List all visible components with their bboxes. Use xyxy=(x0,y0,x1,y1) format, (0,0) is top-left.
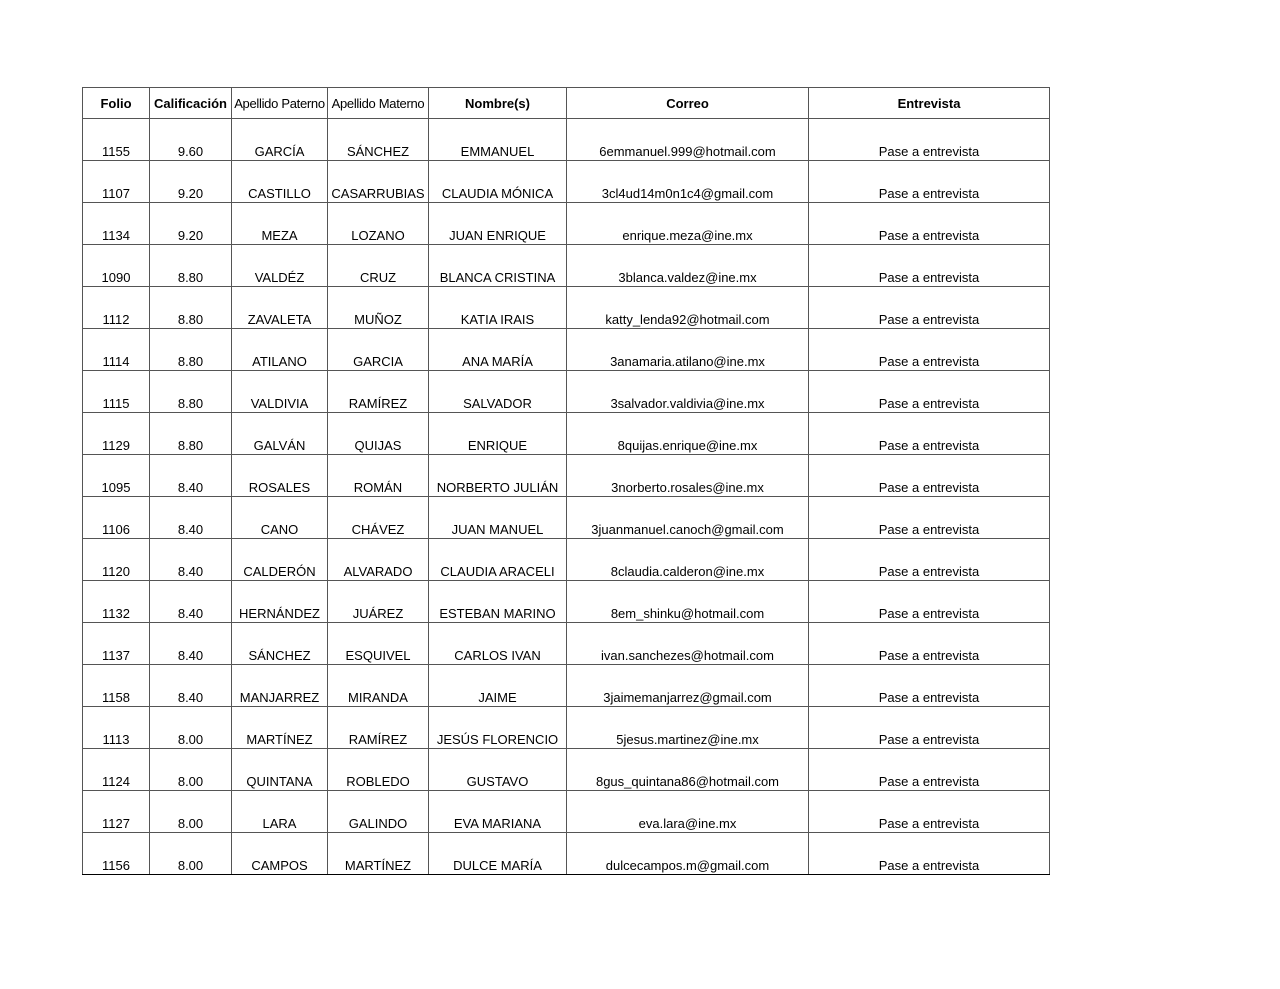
apellido-materno-cell: ROMÁN xyxy=(328,455,429,497)
calificacion-cell: 8.80 xyxy=(150,371,232,413)
calificacion-cell: 8.00 xyxy=(150,791,232,833)
header-nombres: Nombre(s) xyxy=(429,88,567,119)
table-header-row xyxy=(83,88,1050,119)
folio-cell: 1114 xyxy=(83,329,150,371)
entrevista-cell: Pase a entrevista xyxy=(809,539,1050,581)
calificacion-cell: 8.40 xyxy=(150,623,232,665)
nombre-cell: CARLOS IVAN xyxy=(429,623,567,665)
correo-cell: 5jesus.martinez@ine.mx xyxy=(567,707,809,749)
table-row xyxy=(83,707,1050,749)
apellido-materno-cell: ROBLEDO xyxy=(328,749,429,791)
table-row xyxy=(83,119,1050,161)
nombre-cell: CLAUDIA MÓNICA xyxy=(429,161,567,203)
nombre-cell: ENRIQUE xyxy=(429,413,567,455)
folio-cell: 1095 xyxy=(83,455,150,497)
table-row xyxy=(83,497,1050,539)
calificacion-cell: 8.80 xyxy=(150,287,232,329)
calificacion-cell: 8.00 xyxy=(150,707,232,749)
apellido-paterno-cell: GALVÁN xyxy=(232,413,328,455)
calificacion-cell: 8.40 xyxy=(150,455,232,497)
correo-cell: katty_lenda92@hotmail.com xyxy=(567,287,809,329)
folio-cell: 1134 xyxy=(83,203,150,245)
table-row xyxy=(83,665,1050,707)
apellido-paterno-cell: VALDIVIA xyxy=(232,371,328,413)
nombre-cell: JAIME xyxy=(429,665,567,707)
apellido-paterno-cell: MEZA xyxy=(232,203,328,245)
folio-cell: 1106 xyxy=(83,497,150,539)
apellido-paterno-cell: SÁNCHEZ xyxy=(232,623,328,665)
apellido-materno-cell: GARCIA xyxy=(328,329,429,371)
table-row xyxy=(83,203,1050,245)
apellido-paterno-cell: ROSALES xyxy=(232,455,328,497)
apellido-materno-cell: CRUZ xyxy=(328,245,429,287)
entrevista-cell: Pase a entrevista xyxy=(809,749,1050,791)
entrevista-cell: Pase a entrevista xyxy=(809,287,1050,329)
table-body xyxy=(83,119,1050,875)
apellido-materno-cell: MIRANDA xyxy=(328,665,429,707)
nombre-cell: EVA MARIANA xyxy=(429,791,567,833)
correo-cell: 3blanca.valdez@ine.mx xyxy=(567,245,809,287)
apellido-paterno-cell: MARTÍNEZ xyxy=(232,707,328,749)
apellido-paterno-cell: QUINTANA xyxy=(232,749,328,791)
apellido-paterno-cell: ZAVALETA xyxy=(232,287,328,329)
nombre-cell: SALVADOR xyxy=(429,371,567,413)
entrevista-cell: Pase a entrevista xyxy=(809,371,1050,413)
calificacion-cell: 9.20 xyxy=(150,203,232,245)
apellido-materno-cell: SÁNCHEZ xyxy=(328,119,429,161)
calificacion-cell: 8.40 xyxy=(150,665,232,707)
calificacion-cell: 9.60 xyxy=(150,119,232,161)
entrevista-cell: Pase a entrevista xyxy=(809,203,1050,245)
correo-cell: 3salvador.valdivia@ine.mx xyxy=(567,371,809,413)
folio-cell: 1132 xyxy=(83,581,150,623)
table-row xyxy=(83,581,1050,623)
apellido-paterno-cell: CALDERÓN xyxy=(232,539,328,581)
apellido-materno-cell: CASARRUBIAS xyxy=(328,161,429,203)
correo-cell: enrique.meza@ine.mx xyxy=(567,203,809,245)
calificacion-cell: 8.80 xyxy=(150,329,232,371)
folio-cell: 1124 xyxy=(83,749,150,791)
table-row xyxy=(83,539,1050,581)
apellido-materno-cell: QUIJAS xyxy=(328,413,429,455)
correo-cell: 3anamaria.atilano@ine.mx xyxy=(567,329,809,371)
table-row xyxy=(83,329,1050,371)
calificacion-cell: 8.80 xyxy=(150,245,232,287)
nombre-cell: BLANCA CRISTINA xyxy=(429,245,567,287)
apellido-materno-cell: LOZANO xyxy=(328,203,429,245)
nombre-cell: ESTEBAN MARINO xyxy=(429,581,567,623)
calificacion-cell: 8.80 xyxy=(150,413,232,455)
folio-cell: 1127 xyxy=(83,791,150,833)
entrevista-cell: Pase a entrevista xyxy=(809,665,1050,707)
correo-cell: dulcecampos.m@gmail.com xyxy=(567,833,809,875)
nombre-cell: DULCE MARÍA xyxy=(429,833,567,875)
table-row xyxy=(83,833,1050,875)
calificacion-cell: 8.00 xyxy=(150,749,232,791)
table-row xyxy=(83,749,1050,791)
apellido-paterno-cell: ATILANO xyxy=(232,329,328,371)
nombre-cell: EMMANUEL xyxy=(429,119,567,161)
entrevista-cell: Pase a entrevista xyxy=(809,119,1050,161)
folio-cell: 1155 xyxy=(83,119,150,161)
correo-cell: 3cl4ud14m0n1c4@gmail.com xyxy=(567,161,809,203)
header-entrevista: Entrevista xyxy=(809,88,1050,119)
apellido-materno-cell: RAMÍREZ xyxy=(328,707,429,749)
entrevista-cell: Pase a entrevista xyxy=(809,791,1050,833)
entrevista-cell: Pase a entrevista xyxy=(809,623,1050,665)
entrevista-cell: Pase a entrevista xyxy=(809,329,1050,371)
apellido-materno-cell: GALINDO xyxy=(328,791,429,833)
folio-cell: 1137 xyxy=(83,623,150,665)
correo-cell: 3norberto.rosales@ine.mx xyxy=(567,455,809,497)
apellido-paterno-cell: CAMPOS xyxy=(232,833,328,875)
table-row xyxy=(83,161,1050,203)
entrevista-cell: Pase a entrevista xyxy=(809,497,1050,539)
correo-cell: ivan.sanchezes@hotmail.com xyxy=(567,623,809,665)
nombre-cell: GUSTAVO xyxy=(429,749,567,791)
folio-cell: 1113 xyxy=(83,707,150,749)
apellido-paterno-cell: HERNÁNDEZ xyxy=(232,581,328,623)
correo-cell: 8gus_quintana86@hotmail.com xyxy=(567,749,809,791)
apellido-paterno-cell: GARCÍA xyxy=(232,119,328,161)
apellido-paterno-cell: LARA xyxy=(232,791,328,833)
folio-cell: 1112 xyxy=(83,287,150,329)
correo-cell: 3jaimemanjarrez@gmail.com xyxy=(567,665,809,707)
table-row xyxy=(83,245,1050,287)
entrevista-cell: Pase a entrevista xyxy=(809,455,1050,497)
entrevista-cell: Pase a entrevista xyxy=(809,161,1050,203)
nombre-cell: CLAUDIA ARACELI xyxy=(429,539,567,581)
correo-cell: eva.lara@ine.mx xyxy=(567,791,809,833)
apellido-materno-cell: JUÁREZ xyxy=(328,581,429,623)
folio-cell: 1156 xyxy=(83,833,150,875)
apellido-materno-cell: CHÁVEZ xyxy=(328,497,429,539)
apellido-paterno-cell: VALDÉZ xyxy=(232,245,328,287)
calificacion-cell: 8.00 xyxy=(150,833,232,875)
apellido-paterno-cell: MANJARREZ xyxy=(232,665,328,707)
table-row xyxy=(83,413,1050,455)
nombre-cell: JUAN ENRIQUE xyxy=(429,203,567,245)
apellido-materno-cell: ALVARADO xyxy=(328,539,429,581)
apellido-materno-cell: ESQUIVEL xyxy=(328,623,429,665)
entrevista-cell: Pase a entrevista xyxy=(809,245,1050,287)
table-row xyxy=(83,623,1050,665)
folio-cell: 1090 xyxy=(83,245,150,287)
folio-cell: 1120 xyxy=(83,539,150,581)
folio-cell: 1107 xyxy=(83,161,150,203)
nombre-cell: JUAN MANUEL xyxy=(429,497,567,539)
calificacion-cell: 8.40 xyxy=(150,497,232,539)
table-row xyxy=(83,455,1050,497)
nombre-cell: ANA MARÍA xyxy=(429,329,567,371)
apellido-materno-cell: RAMÍREZ xyxy=(328,371,429,413)
correo-cell: 6emmanuel.999@hotmail.com xyxy=(567,119,809,161)
table-row xyxy=(83,371,1050,413)
correo-cell: 8em_shinku@hotmail.com xyxy=(567,581,809,623)
table-row xyxy=(83,287,1050,329)
calificacion-cell: 9.20 xyxy=(150,161,232,203)
apellido-materno-cell: MARTÍNEZ xyxy=(328,833,429,875)
nombre-cell: KATIA IRAIS xyxy=(429,287,567,329)
header-correo: Correo xyxy=(567,88,809,119)
apellido-paterno-cell: CANO xyxy=(232,497,328,539)
entrevista-cell: Pase a entrevista xyxy=(809,581,1050,623)
entrevista-cell: Pase a entrevista xyxy=(809,833,1050,875)
table-row xyxy=(83,791,1050,833)
folio-cell: 1158 xyxy=(83,665,150,707)
apellido-materno-cell: MUÑOZ xyxy=(328,287,429,329)
correo-cell: 3juanmanuel.canoch@gmail.com xyxy=(567,497,809,539)
calificacion-cell: 8.40 xyxy=(150,539,232,581)
folio-cell: 1115 xyxy=(83,371,150,413)
header-folio: Folio xyxy=(83,88,150,119)
nombre-cell: NORBERTO JULIÁN xyxy=(429,455,567,497)
entrevista-cell: Pase a entrevista xyxy=(809,707,1050,749)
calificacion-cell: 8.40 xyxy=(150,581,232,623)
apellido-paterno-cell: CASTILLO xyxy=(232,161,328,203)
correo-cell: 8quijas.enrique@ine.mx xyxy=(567,413,809,455)
entrevista-cell: Pase a entrevista xyxy=(809,413,1050,455)
header-apellido-materno: Apellido Materno xyxy=(328,88,429,119)
header-calificacion: Calificación xyxy=(150,88,232,119)
nombre-cell: JESÚS FLORENCIO xyxy=(429,707,567,749)
results-table xyxy=(82,87,1050,875)
correo-cell: 8claudia.calderon@ine.mx xyxy=(567,539,809,581)
folio-cell: 1129 xyxy=(83,413,150,455)
header-apellido-paterno: Apellido Paterno xyxy=(232,88,328,119)
